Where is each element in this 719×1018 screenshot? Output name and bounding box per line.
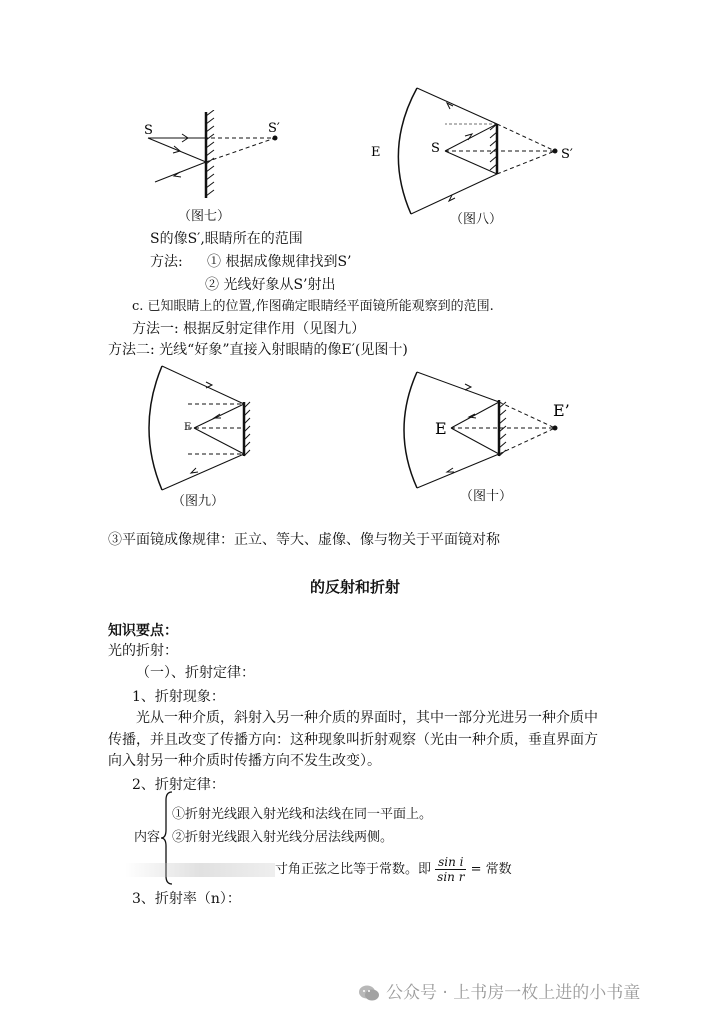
formula-denominator: sin r: [437, 870, 465, 884]
figure-9-diagram: [140, 362, 260, 497]
formula-numerator: sin i: [435, 855, 466, 870]
fig10-caption: （图十）: [460, 489, 513, 504]
figure-7-diagram: [130, 110, 300, 205]
index-heading: 3、折射率（n）：: [132, 891, 241, 907]
method-one: 方法一: 根据反射定律作用（见图九）: [132, 321, 366, 337]
item-c: c. 已知眼睛上的位置,作图确定眼睛经平面镜所能观察到的范围.: [132, 299, 494, 314]
para-line-1: 光从一种介质，斜射入另一种介质的界面时，其中一部分光进另一种介质中: [136, 710, 598, 726]
law2-heading: 2、折射定律：: [132, 777, 225, 793]
content-item-2: ②折射光线跟入射光线分居法线两侧。: [172, 830, 394, 845]
refraction-label: 光的折射：: [108, 643, 178, 659]
fig7-label-s-prime: S′: [268, 121, 280, 136]
plane-mirror-rule: ③平面镜成像规律：正立、等大、虚像、像与物关于平面镜对称: [108, 532, 500, 548]
fig8-label-e: E: [371, 145, 381, 160]
fig7-label-s: S: [144, 123, 153, 138]
phenomenon-heading: 1、折射现象：: [132, 689, 225, 705]
blurred-region: [125, 863, 275, 877]
sine-ratio-formula: [435, 855, 466, 884]
figure-10-diagram: [395, 368, 585, 493]
watermark: [358, 978, 640, 1003]
watermark-text: 公众号 · 上书房一枚上进的小书童: [386, 983, 641, 1003]
method-label: 方法:: [150, 254, 183, 270]
fig8-label-s-prime: S′: [561, 147, 573, 162]
content-item-1: ①折射光线跟入射光线和法线在同一平面上。: [172, 807, 433, 822]
method-two: 方法二: 光线“好象”直接入射眼睛的像E′(见图十): [108, 342, 408, 358]
formula-rhs: = 常数: [470, 862, 512, 877]
fig7-caption: （图七）: [178, 209, 231, 224]
para-line-3: 向入射另一种介质时传播方向不发生改变）。: [108, 753, 381, 769]
method-2: ② 光线好象从S’射出: [205, 277, 336, 293]
fig10-label-e-prime: E’: [553, 401, 570, 420]
section-title: 的反射和折射: [310, 578, 401, 596]
content-label: 内容: [134, 830, 161, 845]
fig8-caption: （图八）: [450, 212, 503, 227]
fig9-caption: （图九）: [172, 494, 225, 509]
content-item-3-text: 寸角正弦之比等于常数。即: [275, 862, 432, 877]
method-1: ① 根据成像规律找到S’: [207, 254, 352, 270]
law-heading: （一）、折射定律：: [136, 665, 255, 681]
range-title: S的像S′,眼睛所在的范围: [150, 231, 303, 247]
wechat-icon: [358, 984, 380, 1002]
para-line-2: 传播，并且改变了传播方向：这种现象叫折射观察（光由一种介质，垂直界面方: [108, 732, 598, 748]
fig10-label-e: E: [435, 419, 447, 438]
content-item-3: [125, 855, 512, 884]
knowledge-heading: 知识要点：: [108, 623, 178, 639]
fig8-label-s: S: [431, 141, 440, 156]
fig9-label-e: E: [184, 422, 192, 433]
figure-8-diagram: [365, 80, 580, 220]
